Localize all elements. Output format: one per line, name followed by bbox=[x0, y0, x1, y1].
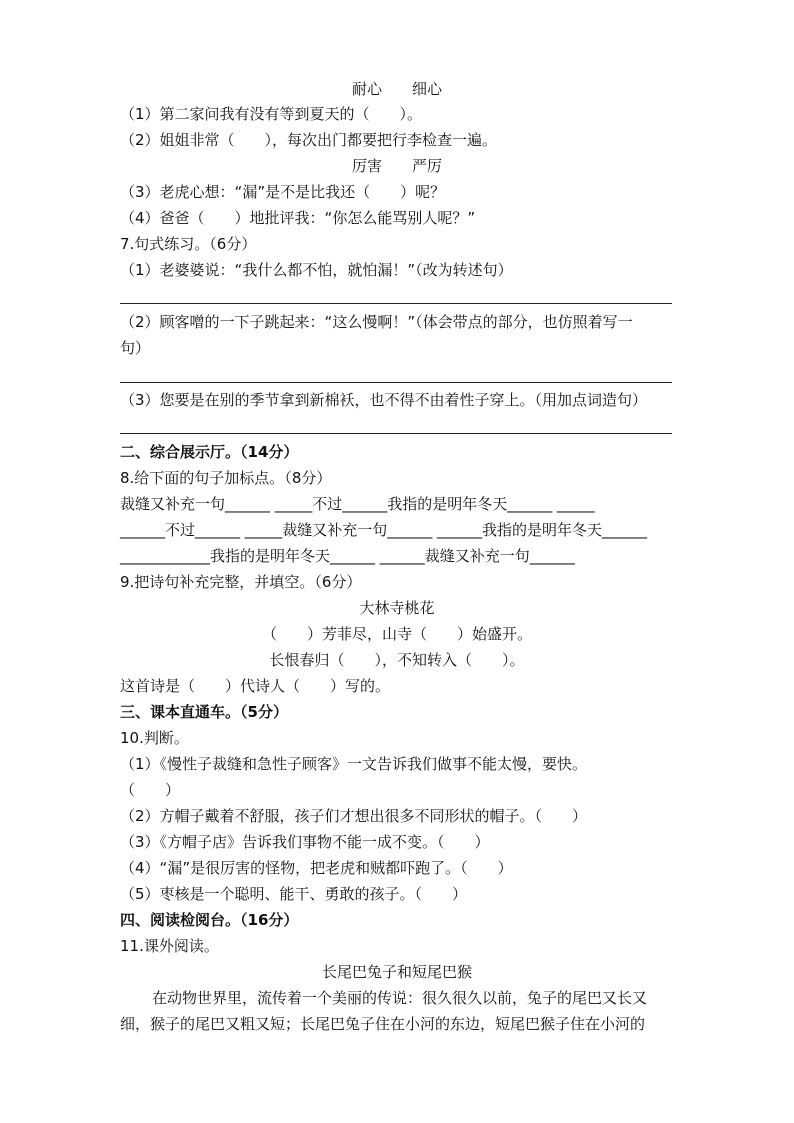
question-line: （1）《慢性子裁缝和急性子顾客》一文告诉我们做事不能太慢，要快。 bbox=[120, 755, 588, 773]
question-line: （4）爸爸（ ）地批评我：“你怎么能骂别人呢？” bbox=[120, 209, 476, 227]
poem-line: 长恨春归（ ），不知转入（ ）。 bbox=[269, 651, 525, 669]
poem-line: （ ）芳菲尽，山寺（ ）始盛开。 bbox=[261, 625, 532, 643]
question-heading: 7.句式练习。（6分） bbox=[120, 235, 257, 253]
question-heading: 9.把诗句补充完整，并填空。（6分） bbox=[120, 573, 362, 591]
question-heading: 8.给下面的句子加标点。（8分） bbox=[120, 469, 332, 487]
answer-line bbox=[120, 303, 672, 304]
section-heading: 二、综合展示厅。（14分） bbox=[120, 443, 299, 461]
question-line: （3）《方帽子店》告诉我们事物不能一成不变。（ ） bbox=[120, 833, 490, 851]
punctuation-line: ______不过______ _____裁缝又补充一句______ ______我指的是明年冬天______ bbox=[120, 521, 648, 539]
question-heading: 10.判断。 bbox=[120, 729, 189, 747]
word-choice-pair-1: 耐心 细心 bbox=[351, 80, 442, 98]
question-line: （3）老虎心想：“漏”是不是比我还（ ）呢？ bbox=[120, 183, 446, 201]
question-line: （2）姐姐非常（ ），每次出门都要把行李检查一遍。 bbox=[120, 131, 498, 149]
question-line: （2）顾客噌的一下子跳起来：“这么慢啊！”（体会带点的部分，也仿照着写一 bbox=[120, 313, 633, 331]
word-choice-pair-2: 厉害 严厉 bbox=[351, 157, 442, 175]
question-line: （4）“漏”是很厉害的怪物，把老虎和贼都吓跑了。（ ） bbox=[120, 859, 513, 877]
question-heading: 11.课外阅读。 bbox=[120, 937, 219, 955]
question-line: （2）方帽子戴着不舒服，孩子们才想出很多不同形状的帽子。（ ） bbox=[120, 807, 588, 825]
answer-line bbox=[120, 433, 672, 434]
question-line: （5）枣核是一个聪明、能干、勇敢的孩子。（ ） bbox=[120, 885, 468, 903]
question-line: （3）您要是在别的季节拿到新棉袄，也不得不由着性子穿上。（用加点词造句） bbox=[120, 391, 648, 409]
reading-title: 长尾巴兔子和短尾巴猴 bbox=[321, 963, 472, 981]
punctuation-line: ____________我指的是明年冬天______ ______裁缝又补充一句______ bbox=[120, 547, 575, 565]
section-heading: 四、阅读检阅台。（16分） bbox=[120, 911, 299, 929]
question-line: 这首诗是（ ）代诗人（ ）写的。 bbox=[120, 677, 391, 695]
question-line: （1）第二家问我有没有等到夏天的（ ）。 bbox=[120, 105, 423, 123]
question-line: 句） bbox=[120, 339, 151, 357]
section-heading: 三、课本直通车。（5分） bbox=[120, 703, 288, 721]
question-line: （ ） bbox=[120, 781, 181, 799]
question-line: （1）老婆婆说：“我什么都不怕，就怕漏！”（改为转述句） bbox=[120, 261, 513, 279]
reading-paragraph-line: 在动物世界里，流传着一个美丽的传说：很久很久以前，兔子的尾巴又长又 bbox=[152, 989, 648, 1007]
poem-title: 大林寺桃花 bbox=[359, 599, 435, 617]
reading-paragraph-line: 细，猴子的尾巴又粗又短；长尾巴兔子住在小河的东边，短尾巴猴子住在小河的 bbox=[120, 1015, 646, 1033]
punctuation-line: 裁缝又补充一句______ _____不过______我指的是明年冬天______ _____ bbox=[120, 495, 595, 513]
answer-line bbox=[120, 382, 672, 383]
